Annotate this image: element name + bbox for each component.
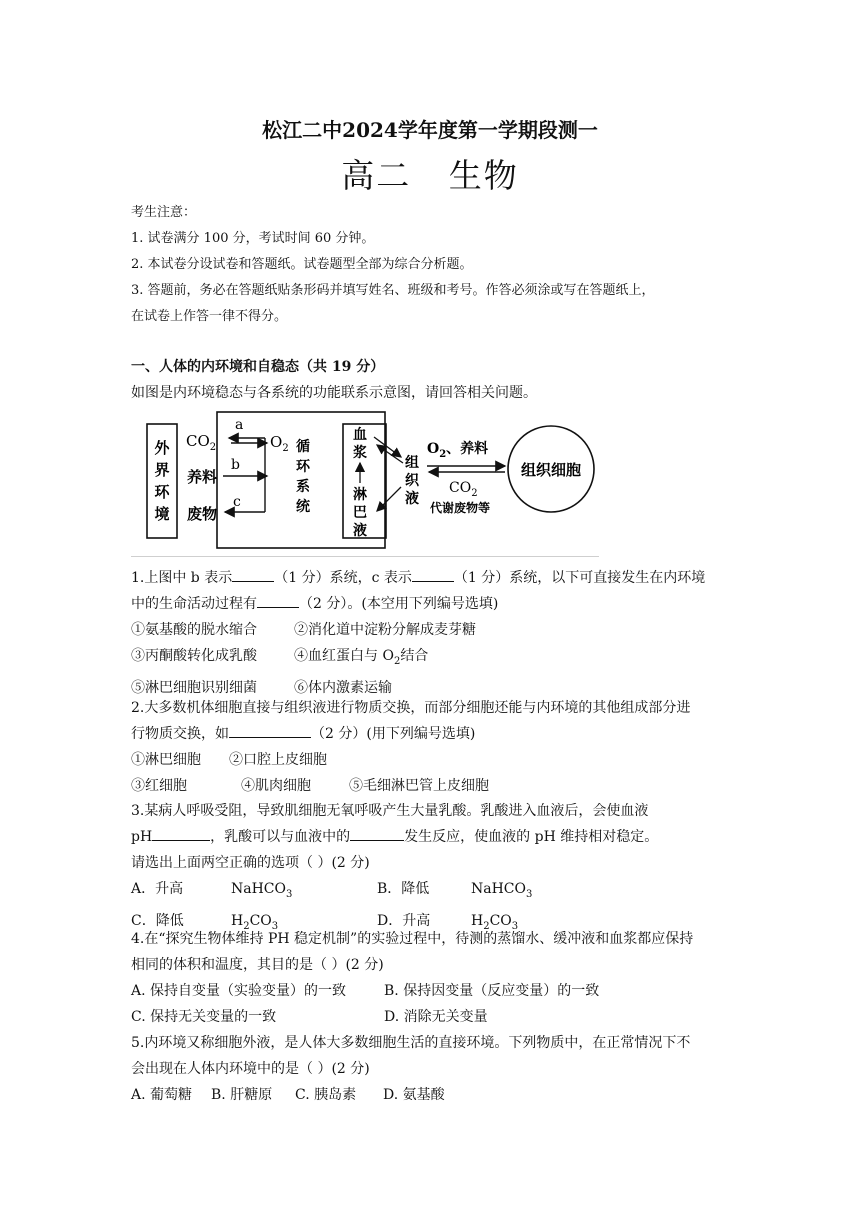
notice-item: 在试卷上作答一律不得分。 (131, 309, 288, 324)
svg-text:液: 液 (353, 523, 367, 539)
metabolic-waste-label: 代谢废物等 (430, 501, 491, 515)
question-2: 2.大多数机体细胞直接与组织液进行物质交换，而部分细胞还能与内环境的其他组成部分进 行物质交换，如 （2 分）(用下列编号选填) ①淋巴细胞 ②口腔上皮细胞 ③红细胞 ④肌肉细胞 ⑤毛细淋巴管上皮细胞 (131, 695, 736, 799)
option: D. 消除无关变量 (384, 1009, 488, 1025)
option: ②口腔上皮细胞 (229, 752, 327, 768)
notice-item: 2. 本试卷分设试卷和答题纸。试卷题型全部为综合分析题。 (131, 257, 473, 272)
answer-blank[interactable] (257, 591, 299, 608)
answer-blank[interactable] (350, 824, 404, 841)
o2-label: $O_2$ (270, 433, 289, 454)
exam-subtitle: 高二 生物 (341, 156, 519, 195)
svg-text:淋: 淋 (353, 487, 367, 503)
option: C. 胰岛素 (295, 1087, 357, 1103)
exam-title: 松江二中2024学年度第一学期段测一 (262, 118, 598, 142)
answer-blank[interactable] (229, 721, 311, 738)
svg-text:统: 统 (296, 499, 310, 515)
option: ③红细胞 (131, 778, 187, 794)
option: ①淋巴细胞 (131, 752, 201, 768)
outer-env-char: 环 (154, 483, 170, 501)
option: ③丙酮酸转化成乳酸 (131, 648, 257, 664)
divider-line (131, 556, 599, 557)
question-4: 4.在“探究生物体维持 PH 稳定机制”的实验过程中，待测的蒸馏水、缓冲液和血浆都应保持 相同的体积和温度，其目的是（ ）(2 分) A. 保持自变量（实验变量）的一致 B. 保持因变量（反应变量）的一致 C. 保持无关变量的一致 D. 消除无关变量 (131, 926, 736, 1030)
question-1: 1.上图中 b 表示 （1 分）系统，c 表示 （1 分）系统，以下可直接发生在内环境 中的生命活动过程有 （2 分）。(本空用下列编号选填) ①氨基酸的脱水缩合 ②消化道中淀粉分解成麦芽糖 ③丙酮酸转化成乳酸 ④血红蛋白与 $O_2$结合 ⑤淋巴细胞识别细菌 ⑥体内激素运输 (131, 565, 736, 701)
answer-blank[interactable] (412, 565, 454, 582)
svg-text:液: 液 (405, 491, 419, 507)
option: ⑤毛细淋巴管上皮细胞 (349, 778, 489, 794)
outer-env-char: 外 (154, 439, 170, 457)
option: B. 肝糖原 (211, 1087, 273, 1103)
option: C. 保持无关变量的一致 (131, 1009, 277, 1025)
co2-right-label: $CO_2$ (449, 480, 478, 499)
section-intro: 如图是内环境稳态与各系统的功能联系示意图，请回答相关问题。 (131, 385, 537, 401)
option: ①氨基酸的脱水缩合 (131, 622, 257, 638)
option: ④肌肉细胞 (241, 778, 311, 794)
svg-text:浆: 浆 (353, 445, 367, 461)
notice-heading: 考生注意： (131, 205, 197, 220)
waste-label: 废物 (187, 505, 218, 523)
option: ④血红蛋白与 $O_2$结合 (294, 648, 429, 667)
o2-nutrients-label: $O_2$、养料 (427, 441, 489, 460)
section-heading: 一、人体的内环境和自稳态（共 19 分） (131, 359, 385, 375)
option: A. 保持自变量（实验变量）的一致 (131, 983, 347, 999)
notice-block (131, 200, 731, 330)
label-c: c (233, 494, 241, 510)
option: ②消化道中淀粉分解成麦芽糖 (294, 622, 476, 638)
option: ⑤淋巴细胞识别细菌 (131, 679, 257, 696)
label-b: b (231, 457, 240, 473)
option: A. 葡萄糖 (131, 1087, 193, 1103)
answer-blank[interactable] (152, 824, 210, 841)
co2-label: $CO_2$ (186, 432, 217, 453)
svg-text:系: 系 (296, 479, 310, 495)
option: B. 保持因变量（反应变量）的一致 (384, 983, 600, 999)
notice-item: 1. 试卷满分 100 分，考试时间 60 分钟。 (131, 231, 375, 246)
option: ⑥体内激素运输 (294, 679, 392, 696)
svg-text:织: 织 (405, 473, 419, 489)
outer-env-char: 界 (154, 461, 170, 479)
svg-text:巴: 巴 (353, 505, 367, 521)
svg-text:环: 环 (296, 459, 310, 475)
question-3: 3.某病人呼吸受阻，导致肌细胞无氧呼吸产生大量乳酸。乳酸进入血液后，会使血液 pH ，乳酸可以与血液中的 发生反应，使血液的 pH 维持相对稳定。 请选出上面两空正确的选项（ ）(2 分) A．升高 NaHCO$_3$ B．降低 NaHCO$_3$ C．降低 $H_2CO_3$ D．升高 $H_2CO_3$ (131, 803, 659, 932)
tissue-cell-label: 组织细胞 (520, 461, 582, 479)
svg-text:循: 循 (296, 439, 310, 455)
notice-item: 3. 答题前，务必在答题纸贴条形码并填写姓名、班级和考号。作答必须涂或写在答题纸上， (131, 283, 655, 298)
svg-text:血: 血 (353, 427, 367, 443)
question-5: 5.内环境又称细胞外液，是人体大多数细胞生活的直接环境。下列物质中，在正常情况下不 会出现在人体内环境中的是（ ）(2 分) A. 葡萄糖 B. 肝糖原 C. 胰岛素 D. 氨基酸 (131, 1030, 736, 1108)
label-a: a (235, 417, 244, 433)
svg-text:组: 组 (405, 455, 419, 471)
answer-blank[interactable] (232, 565, 274, 582)
outer-env-char: 境 (154, 505, 170, 523)
option: D. 氨基酸 (383, 1087, 445, 1103)
nutrients-label: 养料 (187, 468, 218, 486)
homeostasis-diagram (131, 405, 731, 550)
section1-header (131, 354, 736, 406)
